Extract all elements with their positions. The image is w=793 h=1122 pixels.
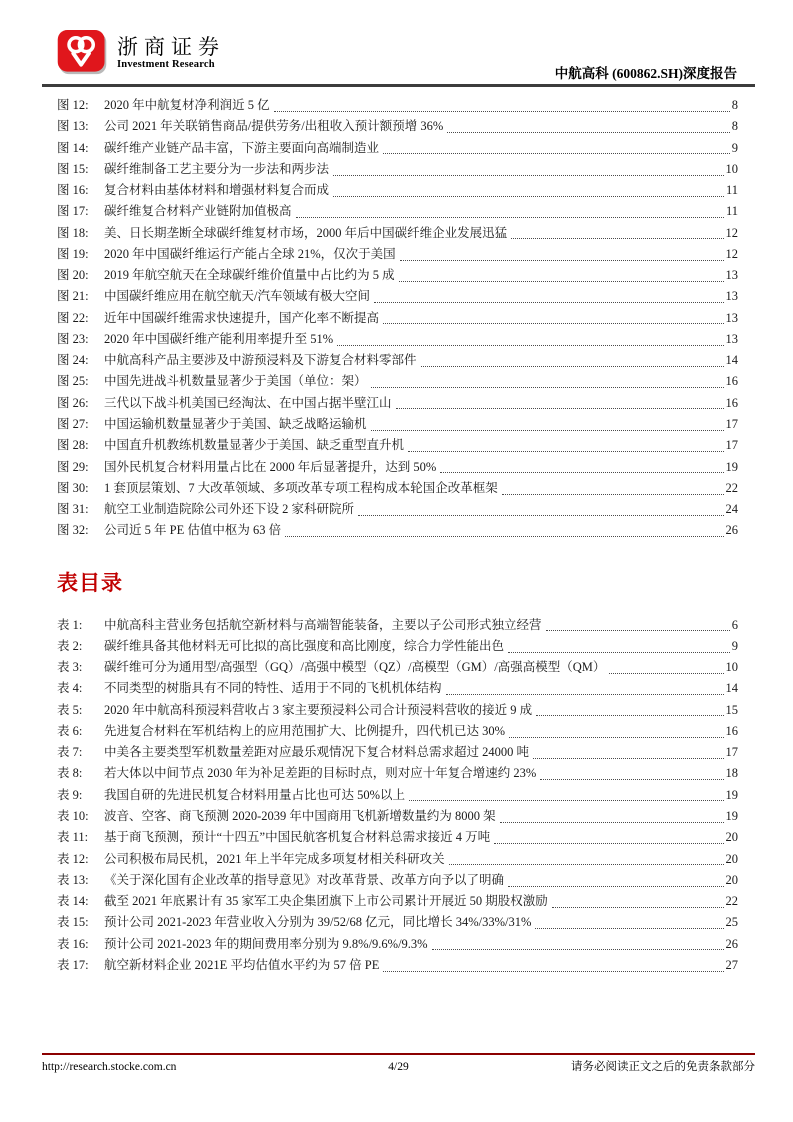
toc-entry-title: 不同类型的树脂具有不同的特性、适用于不同的飞机机体结构 [104, 681, 442, 696]
toc-entry-label: 图 12: [57, 98, 89, 112]
figure-toc-entry[interactable] [57, 95, 738, 116]
toc-entry-page: 17 [725, 745, 738, 760]
toc-entry-page: 20 [725, 872, 738, 887]
header-divider [42, 84, 755, 87]
toc-entry-label: 表 11: [57, 830, 89, 845]
toc-entry-page: 19 [725, 787, 738, 802]
toc-entry-title: 先进复合材料在军机结构上的应用范围扩大、比例提升，四代机已达 30% [104, 723, 506, 738]
figure-toc-entry[interactable] [57, 201, 738, 222]
toc-entry-page: 25 [725, 915, 738, 930]
toc-leader-dots [546, 630, 730, 631]
toc-entry-page: 13 [725, 268, 738, 283]
toc-entry-title: 波音、空客、商飞预测 2020-2039 年中国商用飞机新增数量约为 8000 架 [104, 808, 496, 823]
toc-entry-title: 我国自研的先进民机复合材料用量占比也可达 50%以上 [104, 787, 406, 802]
toc-entry-title: 中美各主要类型军机数量差距对应最乐观情况下复合材料总需求超过 24000 吨 [104, 745, 530, 760]
figure-toc-entry[interactable] [57, 520, 738, 541]
toc-entry-label: 图 25: [57, 374, 89, 389]
toc-entry-label: 图 26: [57, 395, 89, 410]
table-toc-entry[interactable] [57, 827, 738, 848]
toc-entry-page: 13 [725, 289, 738, 304]
toc-entry-title: 1 套顶层策划、7 大改革领域、多项改革专项工程构成本轮国企改革框架 [104, 480, 498, 495]
table-toc-entry[interactable] [57, 615, 738, 636]
toc-entry-title: 2020 年中国碳纤维产能利用率提升至 51% [104, 331, 334, 346]
footer-page-number: 4/29 [388, 1061, 409, 1073]
toc-leader-dots [408, 451, 723, 452]
toc-leader-dots [396, 408, 724, 409]
toc-entry-label: 图 23: [57, 331, 89, 346]
figure-toc-entry[interactable] [57, 138, 738, 159]
toc-entry-label: 图 28: [57, 438, 89, 453]
table-toc-entry[interactable] [57, 870, 738, 891]
toc-entry-title: 中航高科产品主要涉及中游预浸料及下游复合材料零部件 [104, 353, 417, 368]
toc-entry-label: 表 5: [57, 702, 83, 717]
toc-leader-dots [494, 843, 723, 844]
toc-leader-dots [421, 366, 724, 367]
toc-leader-dots [337, 345, 723, 346]
toc-leader-dots [508, 886, 723, 887]
toc-leader-dots [399, 281, 724, 282]
toc-entry-page: 24 [725, 502, 738, 517]
toc-entry-page: 15 [725, 702, 738, 717]
toc-leader-dots [535, 928, 723, 929]
toc-entry-page: 8 [731, 98, 738, 112]
toc-entry-label: 表 12: [57, 851, 89, 866]
toc-entry-title: 公司积极布局民机，2021 年上半年完成多项复材相关科研攻关 [104, 851, 445, 866]
brand-name: 浙商证券 [117, 34, 225, 59]
toc-entry-label: 表 9: [57, 787, 83, 802]
figure-toc-entry[interactable] [57, 414, 738, 435]
toc-entry-label: 图 30: [57, 480, 89, 495]
toc-entry-title: 中国先进战斗机数量显著少于美国（单位：架） [104, 374, 367, 389]
toc-leader-dots [508, 652, 730, 653]
brand-text [117, 35, 225, 70]
zheshang-securities-logo-icon [56, 29, 108, 76]
toc-entry-page: 17 [725, 438, 738, 453]
toc-leader-dots [440, 472, 723, 473]
page-footer [42, 1058, 755, 1074]
table-toc-entry[interactable] [57, 636, 738, 657]
figure-toc-entry[interactable] [57, 244, 738, 265]
toc-leader-dots [358, 515, 723, 516]
figure-toc-entry[interactable] [57, 393, 738, 414]
toc-leader-dots [432, 949, 724, 950]
toc-entry-page: 19 [725, 808, 738, 823]
toc-entry-label: 表 8: [57, 766, 83, 781]
footer-divider [42, 1053, 755, 1055]
figure-toc-entry[interactable] [57, 159, 738, 180]
toc-entry-title: 中国直升机教练机数量显著少于美国、缺乏重型直升机 [104, 438, 405, 453]
toc-entry-title: 基于商飞预测，预计“十四五”中国民航客机复合材料总需求接近 4 万吨 [104, 830, 491, 845]
toc-leader-dots [511, 238, 723, 239]
toc-leader-dots [383, 153, 730, 154]
toc-leader-dots [371, 430, 724, 431]
toc-entry-label: 表 7: [57, 745, 83, 760]
toc-entry-label: 表 4: [57, 681, 83, 696]
toc-entry-page: 11 [725, 183, 738, 198]
figure-toc-entry[interactable] [57, 265, 738, 286]
toc-entry-page: 9 [731, 638, 738, 653]
brand-subtitle: Investment Research [117, 59, 215, 71]
toc-content [57, 95, 738, 976]
toc-entry-page: 18 [725, 766, 738, 781]
toc-entry-title: 碳纤维产业链产品丰富，下游主要面向高端制造业 [104, 140, 380, 155]
toc-entry-label: 图 31: [57, 502, 89, 517]
toc-entry-title: 2020 年中航高科预浸料营收占 3 家主要预浸料公司合计预浸料营收的接近 9 成 [104, 702, 533, 717]
footer-url[interactable]: http://research.stocke.com.cn [42, 1061, 177, 1073]
figure-toc-entry[interactable] [57, 371, 738, 392]
toc-entry-label: 图 17: [57, 204, 89, 219]
figure-toc-entry[interactable] [57, 478, 738, 499]
figure-toc-entry[interactable] [57, 223, 738, 244]
toc-entry-title: 《关于深化国有企业改革的指导意见》对改革背景、改革方向予以了明确 [104, 872, 505, 887]
toc-leader-dots [333, 175, 723, 176]
toc-entry-title: 中国运输机数量显著少于美国、缺乏战略运输机 [104, 416, 367, 431]
toc-entry-label: 图 32: [57, 523, 89, 538]
table-toc-entry[interactable] [57, 934, 738, 955]
toc-entry-title: 中航高科主营业务包括航空新材料与高端智能装备，主要以子公司形式独立经营 [104, 617, 542, 632]
toc-entry-label: 表 3: [57, 660, 83, 675]
toc-entry-label: 图 16: [57, 183, 89, 198]
table-toc-entry[interactable] [57, 891, 738, 912]
figure-toc-entry[interactable] [57, 180, 738, 201]
toc-leader-dots [333, 196, 724, 197]
brand [56, 29, 225, 76]
toc-entry-label: 图 18: [57, 225, 89, 240]
toc-entry-page: 16 [725, 395, 738, 410]
toc-entry-page: 13 [725, 331, 738, 346]
table-toc-list [57, 615, 738, 977]
toc-entry-page: 22 [725, 480, 738, 495]
toc-entry-page: 14 [725, 681, 738, 696]
table-toc-entry[interactable] [57, 849, 738, 870]
toc-entry-title: 碳纤维复合材料产业链附加值极高 [104, 204, 292, 219]
toc-entry-label: 表 16: [57, 936, 89, 951]
toc-entry-title: 2020 年中航复材净利润近 5 亿 [104, 98, 270, 112]
toc-entry-label: 表 1: [57, 617, 83, 632]
toc-entry-title: 预计公司 2021-2023 年的期间费用率分别为 9.8%/9.6%/9.3% [104, 936, 428, 951]
toc-entry-title: 公司近 5 年 PE 估值中枢为 63 倍 [104, 523, 282, 538]
toc-entry-title: 预计公司 2021-2023 年营业收入分别为 39/52/68 亿元，同比增长 34%/33%/31% [104, 915, 532, 930]
toc-entry-title: 国外民机复合材料用量占比在 2000 年后显著提升，达到 50% [104, 459, 437, 474]
table-toc-entry[interactable] [57, 785, 738, 806]
footer-disclaimer: 请务必阅读正文之后的免责条款部分 [571, 1061, 756, 1073]
toc-entry-label: 图 14: [57, 140, 89, 155]
toc-entry-page: 26 [725, 936, 738, 951]
toc-entry-title: 复合材料由基体材料和增强材料复合而成 [104, 183, 330, 198]
table-toc-entry[interactable] [57, 742, 738, 763]
toc-leader-dots [536, 715, 723, 716]
toc-leader-dots [285, 536, 723, 537]
toc-entry-page: 26 [725, 523, 738, 538]
toc-entry-title: 碳纤维制备工艺主要分为一步法和两步法 [104, 161, 330, 176]
figure-toc-entry[interactable] [57, 116, 738, 137]
toc-entry-page: 9 [731, 140, 738, 155]
toc-entry-page: 10 [725, 660, 738, 675]
toc-entry-title: 近年中国碳纤维需求快速提升，国产化率不断提高 [104, 310, 380, 325]
toc-entry-title: 碳纤维可分为通用型/高强型（GQ）/高强中模型（QZ）/高模型（GM）/高强高模型（QM） [104, 660, 606, 675]
toc-entry-label: 图 27: [57, 416, 89, 431]
toc-entry-page: 12 [725, 225, 738, 240]
toc-leader-dots [447, 132, 730, 133]
figure-toc-entry[interactable] [57, 350, 738, 371]
toc-entry-title: 中国碳纤维应用在航空航天/汽车领域有极大空间 [104, 289, 370, 304]
toc-leader-dots [383, 323, 723, 324]
toc-entry-title: 三代以下战斗机美国已经淘汰、在中国占据半壁江山 [104, 395, 392, 410]
toc-leader-dots [533, 758, 723, 759]
table-toc-entry[interactable] [57, 657, 738, 678]
toc-entry-page: 11 [725, 204, 738, 219]
toc-entry-page: 20 [725, 851, 738, 866]
toc-entry-label: 表 6: [57, 723, 83, 738]
toc-leader-dots [296, 217, 724, 218]
toc-entry-title: 公司 2021 年关联销售商品/提供劳务/出租收入预计额预增 36% [104, 119, 444, 134]
toc-leader-dots [609, 673, 723, 674]
toc-leader-dots [371, 387, 724, 388]
table-toc-entry[interactable] [57, 912, 738, 933]
figure-toc-entry[interactable] [57, 457, 738, 478]
toc-leader-dots [552, 907, 724, 908]
report-title: 中航高科 (600862.SH)深度报告 [554, 66, 737, 81]
toc-leader-dots [374, 302, 724, 303]
toc-entry-label: 图 21: [57, 289, 89, 304]
table-toc-entry[interactable] [57, 806, 738, 827]
toc-entry-label: 图 13: [57, 119, 89, 134]
toc-entry-label: 图 29: [57, 459, 89, 474]
toc-entry-label: 图 15: [57, 161, 89, 176]
toc-entry-title: 2019 年航空航天在全球碳纤维价值量中占比约为 5 成 [104, 268, 395, 283]
toc-leader-dots [540, 779, 723, 780]
toc-entry-page: 20 [725, 830, 738, 845]
toc-entry-title: 航空新材料企业 2021E 平均估值水平约为 57 倍 PE [104, 957, 380, 972]
table-toc-entry[interactable] [57, 763, 738, 784]
figure-toc-list [57, 95, 738, 542]
toc-entry-page: 16 [725, 723, 738, 738]
figure-toc-entry[interactable] [57, 286, 738, 307]
toc-leader-dots [274, 111, 730, 112]
toc-entry-page: 19 [725, 459, 738, 474]
toc-entry-page: 16 [725, 374, 738, 389]
toc-leader-dots [446, 694, 724, 695]
toc-leader-dots [383, 971, 723, 972]
toc-entry-page: 27 [725, 957, 738, 972]
toc-entry-label: 表 14: [57, 894, 89, 909]
toc-entry-page: 13 [725, 310, 738, 325]
toc-entry-page: 17 [725, 416, 738, 431]
toc-entry-label: 表 2: [57, 638, 83, 653]
figure-toc-entry[interactable] [57, 435, 738, 456]
toc-entry-title: 若大体以中间节点 2030 年为补足差距的目标时点，则对应十年复合增速约 23% [104, 766, 537, 781]
toc-entry-title: 航空工业制造院除公司外还下设 2 家科研院所 [104, 502, 355, 517]
table-toc-entry[interactable] [57, 678, 738, 699]
toc-entry-label: 表 17: [57, 957, 89, 972]
toc-entry-label: 表 13: [57, 872, 89, 887]
toc-entry-label: 图 19: [57, 246, 89, 261]
toc-entry-page: 14 [725, 353, 738, 368]
toc-entry-page: 12 [725, 246, 738, 261]
toc-leader-dots [500, 822, 724, 823]
toc-entry-page: 6 [731, 617, 738, 632]
figure-toc-entry[interactable] [57, 308, 738, 329]
toc-entry-label: 表 15: [57, 915, 89, 930]
toc-leader-dots [409, 800, 723, 801]
toc-entry-title: 美、日长期垄断全球碳纤维复材市场，2000 年后中国碳纤维企业发展迅猛 [104, 225, 508, 240]
table-toc-entry[interactable] [57, 700, 738, 721]
toc-leader-dots [509, 737, 723, 738]
toc-entry-label: 图 20: [57, 268, 89, 283]
toc-entry-label: 图 22: [57, 310, 89, 325]
toc-leader-dots [502, 494, 724, 495]
toc-entry-page: 22 [725, 894, 738, 909]
toc-entry-title: 截至 2021 年底累计有 35 家军工央企集团旗下上市公司累计开展近 50 期股权激励 [104, 894, 548, 909]
figure-toc-entry[interactable] [57, 329, 738, 350]
figure-toc-entry[interactable] [57, 499, 738, 520]
table-toc-heading: 表目录 [57, 571, 123, 595]
toc-entry-page: 10 [725, 161, 738, 176]
toc-leader-dots [400, 260, 724, 261]
toc-entry-title: 碳纤维具备其他材料无可比拟的高比强度和高比刚度，综合力学性能出色 [104, 638, 505, 653]
toc-entry-label: 图 24: [57, 353, 89, 368]
toc-leader-dots [449, 864, 724, 865]
toc-entry-page: 8 [731, 119, 738, 134]
toc-entry-title: 2020 年中国碳纤维运行产能占全球 21%，仅次于美国 [104, 246, 396, 261]
table-toc-entry[interactable] [57, 955, 738, 976]
toc-entry-label: 表 10: [57, 808, 89, 823]
table-toc-entry[interactable] [57, 721, 738, 742]
